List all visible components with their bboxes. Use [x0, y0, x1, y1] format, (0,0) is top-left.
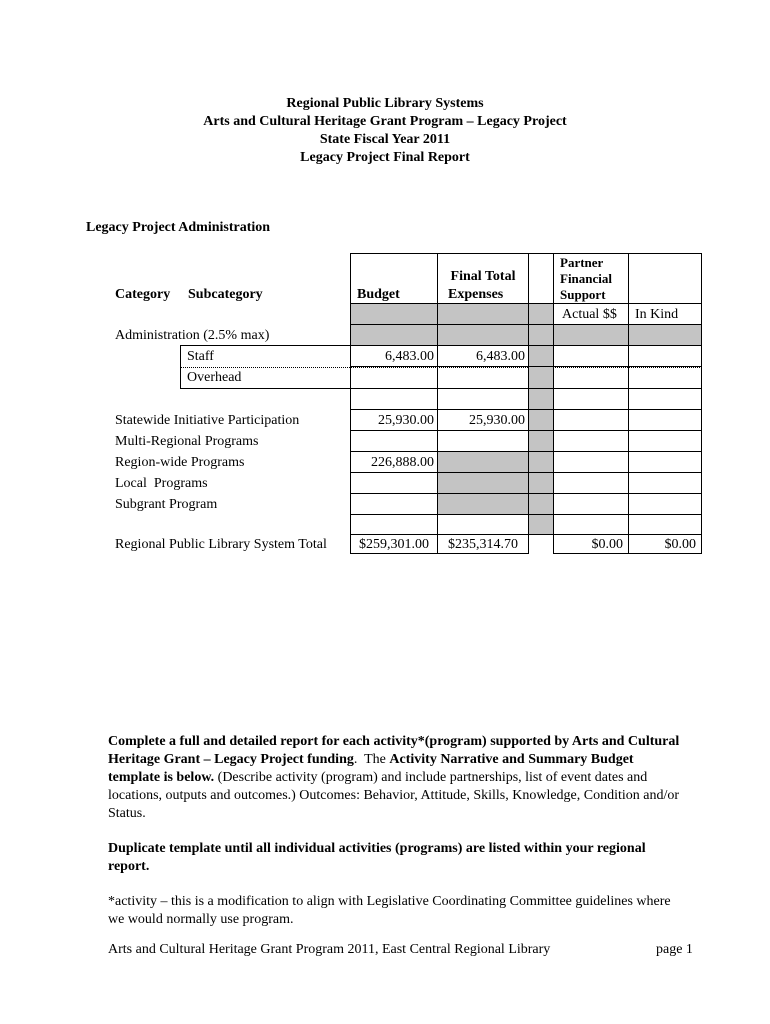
pretotal-final-cell	[437, 514, 529, 535]
subgrant-actual-cell	[553, 493, 629, 515]
overhead-label: Overhead	[187, 370, 242, 385]
subgrant-spacer-cell	[528, 493, 554, 515]
blank-inkind-cell	[628, 388, 702, 410]
statewide-budget-value: 25,930.00	[378, 413, 434, 428]
header-line-1: Regional Public Library Systems	[286, 96, 484, 111]
total-final-value: $235,314.70	[448, 537, 518, 552]
statewide-spacer-cell	[528, 409, 554, 431]
col-budget-header: Budget	[357, 287, 400, 302]
multiregional-actual-cell	[553, 430, 629, 452]
col-partner-header-line3: Support	[560, 287, 606, 302]
spacer-header-cell	[528, 253, 554, 304]
col-actual-header: Actual $$	[562, 307, 617, 322]
staff-budget-value: 6,483.00	[385, 349, 434, 364]
admin-final-cell	[437, 324, 529, 346]
local-label: Local Programs	[115, 476, 208, 491]
local-inkind-cell	[628, 472, 702, 494]
page-number: page 1	[656, 942, 693, 957]
staff-label: Staff	[187, 349, 214, 364]
pretotal-budget-cell	[350, 514, 438, 535]
instructions-paragraph-2: Duplicate template until all individual activities (programs) are listed within your regional report.	[108, 841, 646, 874]
blank-final-cell	[437, 388, 529, 410]
total-inkind-value: $0.00	[664, 537, 696, 552]
staff-inkind-cell	[628, 345, 702, 367]
multiregional-final-cell	[437, 430, 529, 452]
partner-extra-header-cell	[628, 253, 702, 304]
blank-budget-cell	[350, 388, 438, 410]
spacer-subheader-cell	[528, 303, 554, 325]
header-line-2: Arts and Cultural Heritage Grant Program – Legacy Project	[203, 114, 567, 129]
admin-label: Administration (2.5% max)	[115, 328, 270, 343]
pretotal-spacer-cell	[528, 514, 554, 535]
local-actual-cell	[553, 472, 629, 494]
col-final-header-line1: Final Total	[450, 269, 516, 284]
blank-actual-cell	[553, 388, 629, 410]
multiregional-spacer-cell	[528, 430, 554, 452]
col-partner-header-line2: Financial	[560, 271, 613, 286]
blank-spacer-cell	[528, 388, 554, 410]
pretotal-inkind-cell	[628, 514, 702, 535]
instructions-p1-bold-2: Activity Narrative and Summary Budget template is below.	[108, 752, 634, 785]
multiregional-label: Multi-Regional Programs	[115, 434, 259, 449]
admin-spacer-cell	[528, 324, 554, 346]
overhead-bottom-line	[180, 388, 350, 389]
total-actual-value: $0.00	[591, 537, 623, 552]
regionwide-spacer-cell	[528, 451, 554, 473]
col-category-header: Category	[115, 287, 171, 302]
instructions-p1-bold-1: Complete a full and detailed report for each activity*(program) supported by Arts and Cultural Heritage Grant – Legacy Project funding	[108, 734, 680, 767]
statewide-inkind-cell	[628, 409, 702, 431]
overhead-inkind-cell	[628, 366, 702, 389]
pretotal-actual-cell	[553, 514, 629, 535]
total-label: Regional Public Library System Total	[115, 537, 327, 552]
instructions-paragraph-1	[108, 733, 688, 823]
regionwide-budget-value: 226,888.00	[371, 455, 434, 470]
instructions-paragraph-3: *activity – this is a modification to align with Legislative Coordinating Committee guidelines where we would normally use program.	[108, 894, 671, 927]
admin-actual-cell	[553, 324, 629, 346]
header-line-3: State Fiscal Year 2011	[319, 132, 451, 147]
document-header	[0, 95, 770, 167]
overhead-final-cell	[437, 366, 529, 389]
staff-top-line	[180, 345, 350, 346]
header-line-4: Legacy Project Final Report	[300, 150, 470, 165]
local-final-cell	[437, 472, 529, 494]
regionwide-label: Region-wide Programs	[115, 455, 245, 470]
regionwide-final-cell	[437, 451, 529, 473]
statewide-final-value: 25,930.00	[469, 413, 525, 428]
col-partner-header-line1: Partner	[560, 255, 604, 270]
admin-inkind-cell	[628, 324, 702, 346]
local-budget-cell	[350, 472, 438, 494]
col-subcategory-header: Subcategory	[188, 287, 263, 302]
subgrant-label: Subgrant Program	[115, 497, 218, 512]
footer-text: Arts and Cultural Heritage Grant Program 2011, East Central Regional Library	[108, 942, 551, 957]
staff-spacer-cell	[528, 345, 554, 367]
budget-subheader-cell	[350, 303, 438, 325]
subgrant-final-cell	[437, 493, 529, 515]
regionwide-inkind-cell	[628, 451, 702, 473]
statewide-label: Statewide Initiative Participation	[115, 413, 300, 428]
staff-final-value: 6,483.00	[476, 349, 525, 364]
col-final-header-line2: Expenses	[448, 287, 504, 302]
local-spacer-cell	[528, 472, 554, 494]
instructions-p1-normal-1: . The	[353, 752, 390, 767]
overhead-actual-cell	[553, 366, 629, 389]
section-title: Legacy Project Administration	[86, 220, 271, 235]
multiregional-inkind-cell	[628, 430, 702, 452]
final-subheader-cell	[437, 303, 529, 325]
subgrant-budget-cell	[350, 493, 438, 515]
instructions-p1-normal-2: (Describe activity (program) and include partnerships, list of event dates and locations, outputs and outcomes.) Outcomes: Behavior, Attitude, Skills, Knowledge, Condition and/or Status.	[108, 770, 680, 821]
overhead-budget-cell	[350, 366, 438, 389]
col-inkind-header: In Kind	[635, 307, 679, 322]
total-budget-value: $259,301.00	[359, 537, 429, 552]
admin-budget-cell	[350, 324, 438, 346]
subgrant-inkind-cell	[628, 493, 702, 515]
statewide-actual-cell	[553, 409, 629, 431]
staff-actual-cell	[553, 345, 629, 367]
overhead-spacer-cell	[528, 366, 554, 389]
multiregional-budget-cell	[350, 430, 438, 452]
regionwide-actual-cell	[553, 451, 629, 473]
